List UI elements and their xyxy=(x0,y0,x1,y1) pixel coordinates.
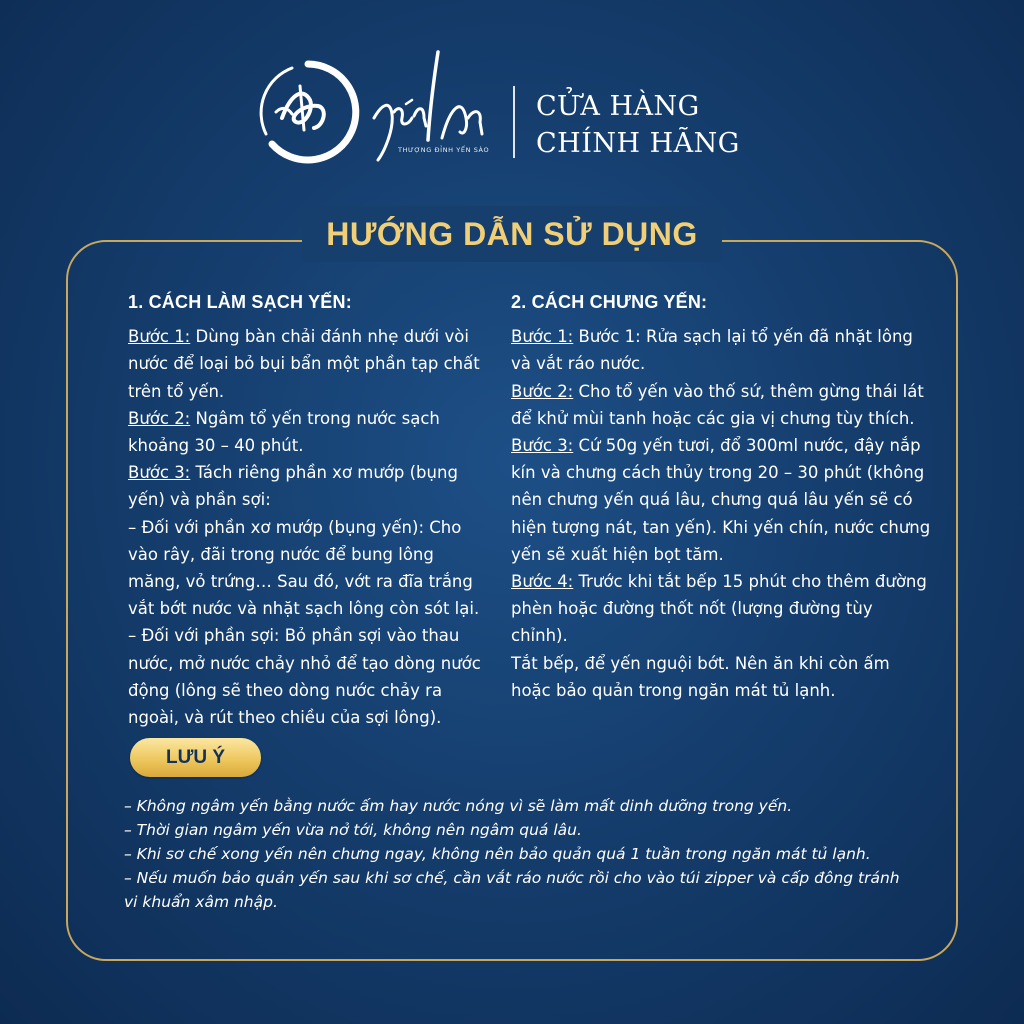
brand-logo-emblem xyxy=(252,56,364,168)
step-text: Ngâm tổ yến trong nước sạch khoảng 30 – 40 phút. xyxy=(128,408,440,456)
steaming-step-4 xyxy=(511,568,931,650)
note-badge-label: LƯU Ý xyxy=(165,746,226,768)
step-label: Bước 4: xyxy=(511,572,574,592)
steaming-step-1 xyxy=(511,323,931,377)
step-text: Tắt bếp, để yến nguội bớt. Nên ăn khi còn ấm hoặc bảo quản trong ngăn mát tủ lạnh. xyxy=(511,653,890,700)
cleaning-step-2 xyxy=(128,405,483,459)
cleaning-section xyxy=(128,289,483,731)
step-text: Dùng bàn chải đánh nhẹ dưới vòi nước để loại bỏ bụi bẩn một phần tạp chất trên tổ yến. xyxy=(128,327,480,401)
step-label: Bước 1: xyxy=(128,327,191,347)
steaming-step-2 xyxy=(511,378,931,432)
cleaning-step-3 xyxy=(128,459,483,513)
step-label: Bước 2: xyxy=(128,408,191,428)
steaming-heading: 2. CÁCH CHƯNG YẾN: xyxy=(511,292,708,312)
step-text: Trước khi tắt bếp 15 phút cho thêm đường phèn hoặc đường thốt nốt (lượng đường tùy chỉnh). xyxy=(511,572,927,646)
page-title: HƯỚNG DẪN SỬ DỤNG xyxy=(326,215,698,252)
notes-list xyxy=(124,795,914,915)
step-label: Bước 1: xyxy=(511,327,574,347)
steaming-step-3 xyxy=(511,432,931,568)
step-text: Tách riêng phần xơ mướp (bụng yến) và phần sợi: xyxy=(128,463,458,510)
step-label: Bước 3: xyxy=(511,436,574,456)
step-text: – Đối với phần xơ mướp (bụng yến): Cho vào rây, đãi trong nước để bung lông măng, vỏ trứng… Sau đó, vớt ra đĩa trắng vắt bớt nước và nhặt sạch lông còn sót lại. xyxy=(128,517,480,619)
header-divider xyxy=(513,86,515,158)
note-badge xyxy=(130,738,261,777)
store-label-line-1: CỬA HÀNG xyxy=(536,91,700,122)
step-text: – Đối với phần sợi: Bỏ phần sợi vào thau nước, mở nước chảy nhỏ để tạo dòng nước động (lông sẽ theo dòng nước chảy ra ngoài, và rút theo chiều của sợi lông). xyxy=(128,626,481,728)
title-banner xyxy=(302,206,722,262)
note-item: – Không ngâm yến bằng nước ấm hay nước nóng vì sẽ làm mất dinh dưỡng trong yến. xyxy=(124,797,793,815)
step-label: Bước 3: xyxy=(128,463,191,483)
note-item: – Nếu muốn bảo quản yến sau khi sơ chế, cần vắt ráo nước rồi cho vào túi zipper và cấp đông tránh vi khuẩn xâm nhập. xyxy=(124,868,900,911)
steaming-section xyxy=(511,289,931,704)
step-text: Bước 1: Rửa sạch lại tổ yến đã nhặt lông và vắt ráo nước. xyxy=(511,327,913,374)
cleaning-step-1 xyxy=(128,323,483,405)
note-item: – Thời gian ngâm yến vừa nở tới, không nên ngâm quá lâu. xyxy=(124,820,582,839)
cleaning-sub-step-belly xyxy=(128,514,483,623)
steaming-closing xyxy=(511,650,931,704)
cleaning-sub-step-strands xyxy=(128,622,483,731)
step-label: Bước 2: xyxy=(511,381,574,401)
step-text: Cứ 50g yến tươi, đổ 300ml nước, đậy nắp kín và chưng cách thủy trong 20 – 30 phút (không nên chưng yến quá lâu, chưng quá lâu yến sẽ có hiện tượng nát, tan yến). Khi yến chín, nước chưng yến sẽ xuất hiện bọt tăm. xyxy=(511,436,931,564)
store-label-line-2: CHÍNH HÃNG xyxy=(536,128,740,159)
step-text: Cho tổ yến vào thố sứ, thêm gừng thái lát để khử mùi tanh hoặc các gia vị chưng tùy thích. xyxy=(511,381,924,428)
note-item: – Khi sơ chế xong yến nên chưng ngay, không nên bảo quản quá 1 tuần trong ngăn mát tủ lạnh. xyxy=(124,844,871,863)
cleaning-heading: 1. CÁCH LÀM SẠCH YẾN: xyxy=(128,292,352,312)
brand-subtitle: THƯỢNG ĐỈNH YẾN SÀO xyxy=(398,146,490,154)
